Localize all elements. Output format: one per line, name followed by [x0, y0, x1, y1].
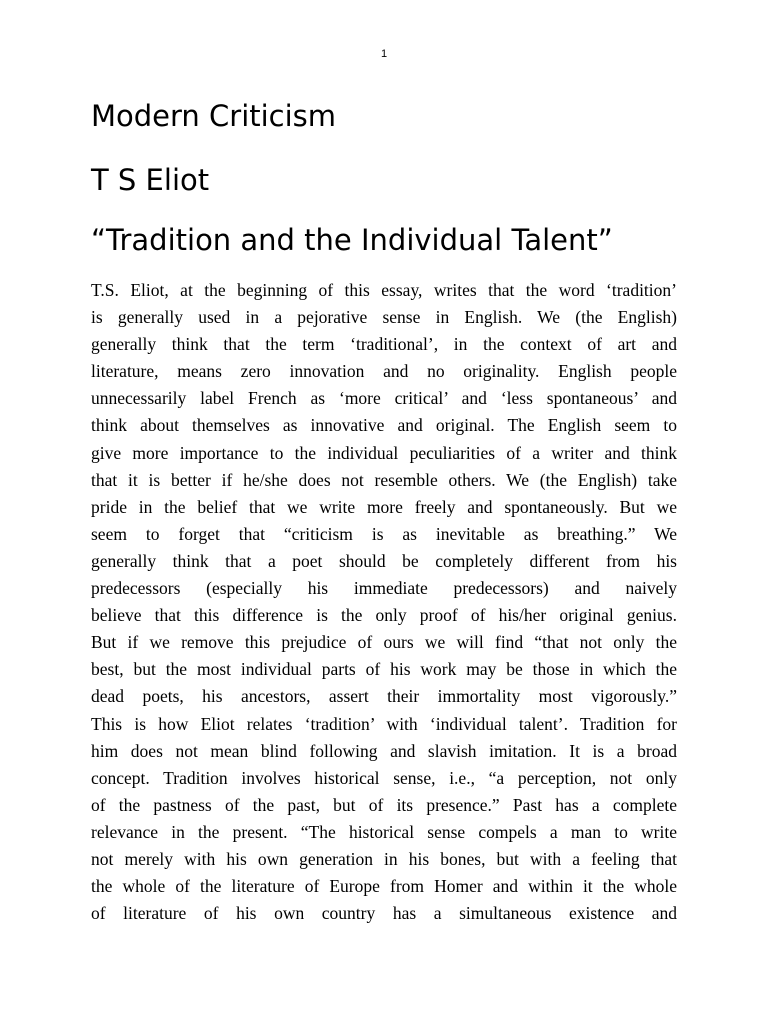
- body-line: believe that this difference is the only proof of his/her original genius.: [91, 605, 677, 626]
- body-line: literature, means zero innovation and no originality. English people: [91, 361, 677, 382]
- course-heading: Modern Criticism: [91, 99, 337, 133]
- body-line: concept. Tradition involves historical sense, i.e., “a perception, not only: [91, 767, 677, 788]
- page-number: 1: [380, 48, 388, 60]
- essay-body: [91, 277, 677, 927]
- author-heading: T S Eliot: [91, 163, 210, 197]
- body-line: pride in the belief that we write more freely and spontaneously. But we: [91, 496, 677, 517]
- body-line: predecessors (especially his immediate predecessors) and naively: [91, 578, 677, 599]
- essay-title-heading: “Tradition and the Individual Talent”: [91, 223, 613, 257]
- body-line: him does not mean blind following and slavish imitation. It is a broad: [91, 740, 677, 761]
- body-line: the whole of the literature of Europe from Homer and within it the whole: [91, 876, 677, 897]
- body-line: unnecessarily label French as ‘more critical’ and ‘less spontaneous’ and: [91, 388, 677, 409]
- body-line: that it is better if he/she does not resemble others. We (the English) take: [91, 469, 677, 490]
- body-line: give more importance to the individual peculiarities of a writer and think: [91, 442, 677, 463]
- body-line: This is how Eliot relates ‘tradition’ with ‘individual talent’. Tradition for: [91, 713, 677, 734]
- body-line: dead poets, his ancestors, assert their immortality most vigorously.”: [91, 686, 677, 707]
- body-line: relevance in the present. “The historical sense compels a man to write: [91, 821, 677, 842]
- body-line: seem to forget that “criticism is as inevitable as breathing.” We: [91, 523, 677, 544]
- body-line: best, but the most individual parts of his work may be those in which the: [91, 659, 677, 680]
- body-line: of the pastness of the past, but of its presence.” Past has a complete: [91, 794, 677, 815]
- body-line: But if we remove this prejudice of ours we will find “that not only the: [91, 632, 677, 653]
- body-line: T.S. Eliot, at the beginning of this essay, writes that the word ‘tradition’: [91, 280, 677, 300]
- body-line: of literature of his own country has a simultaneous existence and: [91, 903, 677, 924]
- body-line: think about themselves as innovative and original. The English seem to: [91, 415, 677, 436]
- body-line: not merely with his own generation in his bones, but with a feeling that: [91, 848, 677, 869]
- body-line: is generally used in a pejorative sense in English. We (the English): [91, 307, 677, 328]
- body-line: generally think that the term ‘traditional’, in the context of art and: [91, 334, 677, 355]
- body-line: generally think that a poet should be completely different from his: [91, 550, 677, 571]
